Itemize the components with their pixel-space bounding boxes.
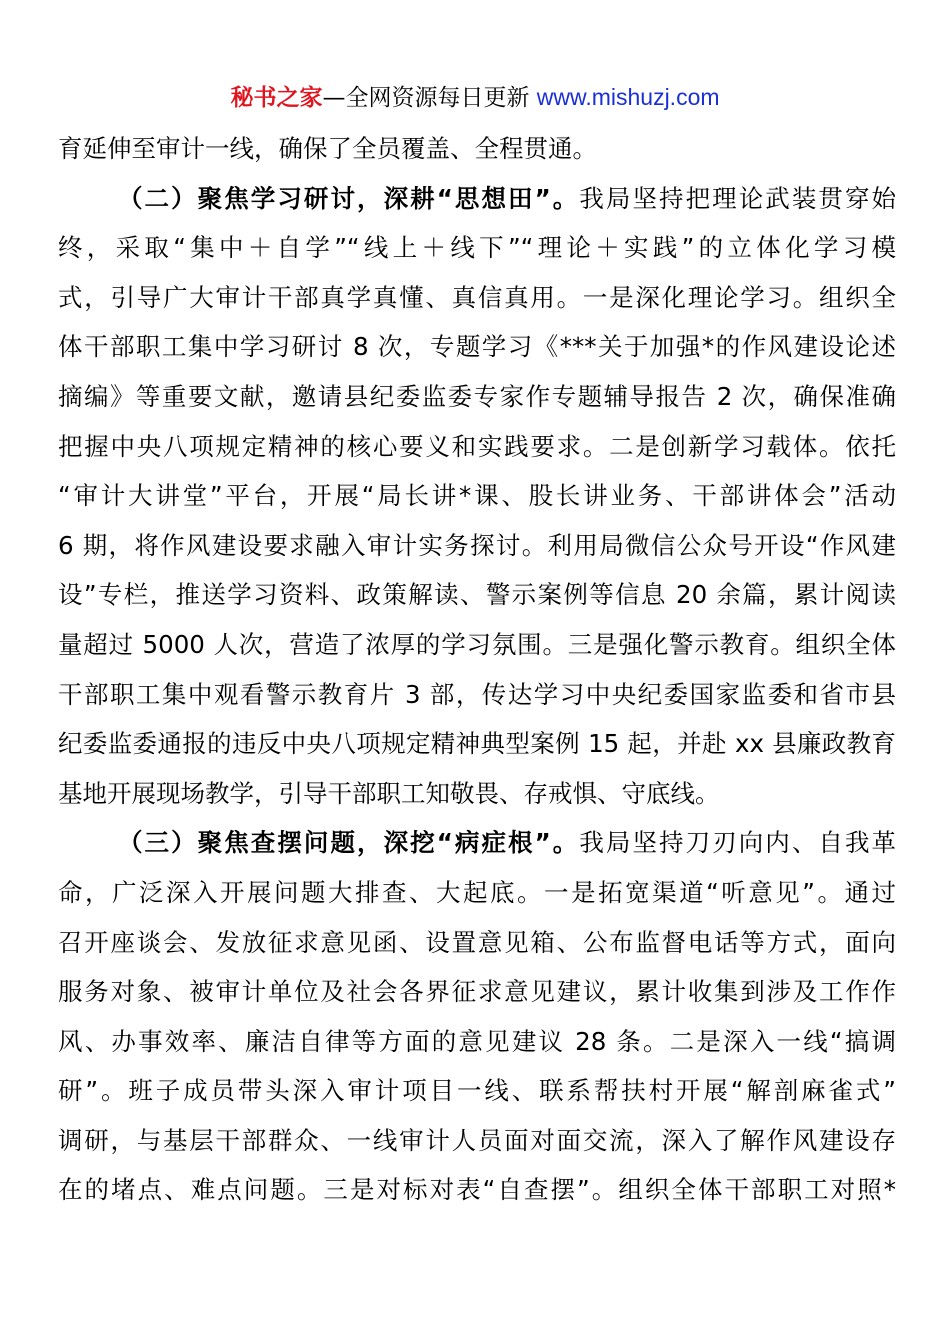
text-line: 命，广泛深入开展问题大排查、大起底。一是拓宽渠道“听意见”。通过 — [58, 877, 896, 907]
text-line: 在的堵点、难点问题。三是对标对表“自查摆”。组织全体干部职工对照* — [58, 1175, 896, 1205]
text-line: 把握中央八项规定精神的核心要义和实践要求。二是创新学习载体。依托 — [58, 431, 896, 461]
document-body — [58, 124, 896, 1215]
text-line: 干部职工集中观看警示教育片 3 部，传达学习中央纪委国家监委和省市县 — [58, 679, 896, 709]
section-heading-line: （三）聚焦查摆问题，深挖“病症根”。我局坚持刀刃向内、自我革 — [118, 828, 897, 858]
section-heading-line: （二）聚焦学习研讨，深耕“思想田”。我局坚持把理论武装贯穿始 — [118, 183, 897, 213]
text-line: 纪委监委通报的违反中央八项规定精神典型案例 15 起，并赴 xx 县廉政教育 — [58, 729, 896, 759]
header-tagline: —全网资源每日更新 — [322, 85, 537, 111]
page-header-watermark — [0, 80, 950, 115]
text-line: 终，采取“集中＋自学”“线上＋线下”“理论＋实践”的立体化学习模 — [58, 233, 896, 263]
text-line: 体干部职工集中学习研讨 8 次，专题学习《***关于加强*的作风建设论述 — [58, 332, 896, 362]
header-url-link[interactable]: www.mishuzj.com — [536, 84, 720, 110]
text-line: 设”专栏，推送学习资料、政策解读、警示案例等信息 20 余篇，累计阅读 — [58, 580, 896, 610]
section-heading: （二）聚焦学习研讨，深耕“思想田”。 — [118, 183, 580, 213]
text-line: 式，引导广大审计干部真学真懂、真信真用。一是深化理论学习。组织全 — [58, 282, 896, 312]
text-line: 基地开展现场教学，引导干部职工知敬畏、存戒惧、守底线。 — [58, 778, 720, 808]
brand-name: 秘书之家 — [230, 85, 323, 111]
text-line: 量超过 5000 人次，营造了浓厚的学习氛围。三是强化警示教育。组织全体 — [58, 629, 896, 659]
text-line: 召开座谈会、发放征求意见函、设置意见箱、公布监督电话等方式，面向 — [58, 927, 896, 957]
text-line: “审计大讲堂”平台，开展“局长讲*课、股长讲业务、干部讲体会”活动 — [58, 481, 896, 511]
text-line: 育延伸至审计一线，确保了全员覆盖、全程贯通。 — [58, 134, 597, 163]
text-line: 服务对象、被审计单位及社会各界征求意见建议，累计收集到涉及工作作 — [58, 977, 896, 1007]
text-line: 6 期，将作风建设要求融入审计实务探讨。利用局微信公众号开设“作风建 — [58, 530, 896, 560]
text-line: 风、办事效率、廉洁自律等方面的意见建议 28 条。二是深入一线“搞调 — [58, 1026, 896, 1056]
section-heading: （三）聚焦查摆问题，深挖“病症根”。 — [118, 828, 580, 858]
text-line: 调研，与基层干部群众、一线审计人员面对面交流，深入了解作风建设存 — [58, 1125, 896, 1155]
text-line: 摘编》等重要文献，邀请县纪委监委专家作专题辅导报告 2 次，确保准确 — [58, 381, 896, 411]
text-line: 研”。班子成员带头深入审计项目一线、联系帮扶村开展“解剖麻雀式” — [58, 1076, 896, 1106]
